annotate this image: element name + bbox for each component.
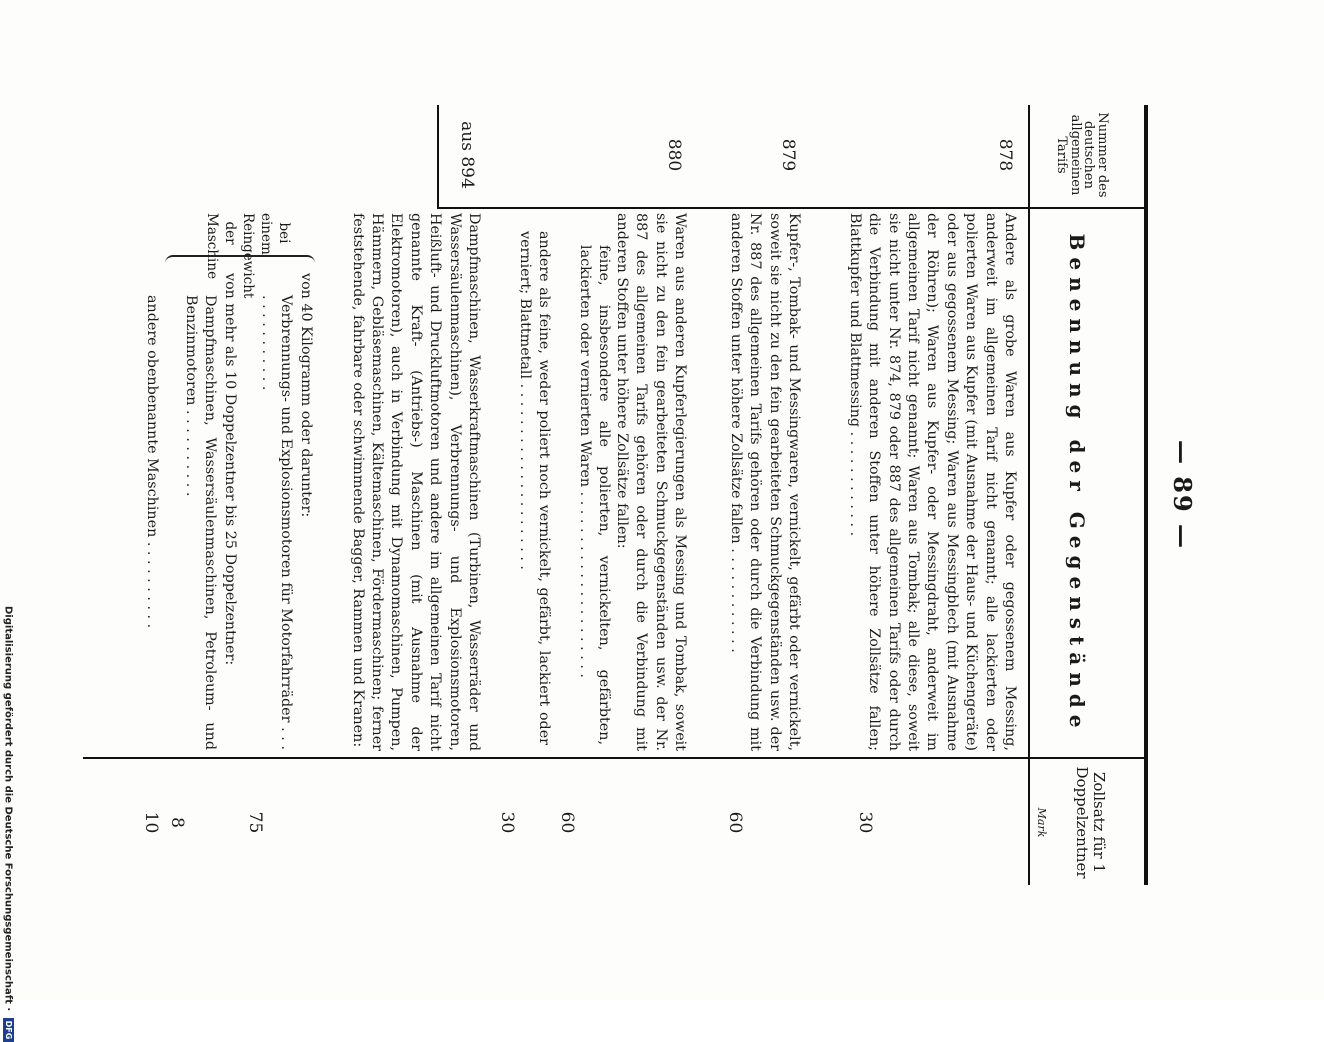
column-header-title: Benennung der Gegenstände — [1065, 233, 1089, 735]
digitization-footer — [0, 606, 14, 1040]
tariff-number-878: 878 — [995, 138, 1015, 172]
rate-894-dampfmaschinen: 8 — [167, 817, 187, 828]
tariff-number-894: aus 894 — [457, 121, 477, 189]
top-rule — [1144, 105, 1148, 885]
item-880-sub-other: andere als feine, weder poliert noch vernickelt, gefärbt, lackiert oder verniert; Blattmetall . . . . . . . . . . . . . . . . . . . . . — [516, 231, 552, 745]
item-description-894: Dampfmaschinen, Wasserkraftmaschinen (Turbinen, Wasserräder und Wassersäulenmaschinen), Verbrennungs- und Explosionsmotoren, Heißluft- und Druckluftmotoren und andere im allgemeinen Tarif nicht genannte Kraft- (Antriebs-) Maschinen (mit Ausnahme der Elektromotoren), auch in Verbindung mit Dynamomaschinen, Pumpen, Hämmern, Gebläsemaschinen, Kältemaschinen, Fördermaschinen; ferner feststehende, fahrbare oder schwimmende Bagger, Rammen und Kranen: — [349, 213, 482, 751]
weight-brace — [165, 255, 315, 267]
tariff-number-879: 879 — [778, 138, 798, 172]
rate-894-motorfahrraeder: 75 — [245, 811, 265, 834]
rotated-tariff-page — [75, 105, 1205, 885]
item-description-879: Kupfer-, Tombak- und Messingwaren, vernickelt, gefärbt oder vernickelt, soweit sie nicht zu den fein gearbeiteten Schmuckgegenständen usw. der Nr. 887 des allgemeinen Tarifs gehören oder durch die Verbindung mit anderen Stoffen unter höhere Zollsätze fallen . . . . . . . . . . . . — [727, 213, 802, 751]
rate-879: 60 — [725, 811, 745, 834]
column-header-unit: Mark — [1035, 807, 1048, 838]
item-description-878: Andere als grobe Waren aus Kupfer oder gegossenem Messing, anderweit im allgemeinen Tarif nicht genannt; alle lackierten oder polierten Waren aus Kupfer (mit Ausnahme der Haus- und Küchengeräte) oder aus gegossenem Messing; Waren aus Messingblech (mit Ausnahme der Röhren); Waren aus Kupfer- oder Messingdraht, anderweit im allgemeinen Tarif nicht genannt; Waren aus Tombak; alle diese, soweit sie nicht unter Nr. 874, 879 oder 887 des allgemeinen Tarifs oder durch die Verbindung mit anderen Stoffen unter höhere Zollsätze fallen; Blattkupfer und Blattmessing . . . . . . . . . . . . — [846, 213, 1018, 751]
column-divider-right — [83, 757, 1148, 759]
rate-880-fine: 60 — [557, 811, 577, 834]
tariff-number-880: 880 — [664, 138, 684, 172]
weight-option-40kg: von 40 Kilogramm oder darunter: — [298, 273, 314, 518]
weight-option-40kg-item: Verbrennungs- und Explosionsmotoren für Motorfahrräder . . . . . . . . . . . . . . — [258, 295, 294, 750]
weight-label: bei einem Reingewicht der Maschine — [204, 213, 292, 299]
rate-878: 30 — [855, 811, 875, 834]
column-divider-left — [438, 207, 1148, 209]
nr-column-bottom-rule — [437, 105, 439, 209]
column-header-number: Nummer des deutschen allgemeinen Tarifs — [1054, 112, 1110, 198]
footer-text: Digitalisierung gefördert durch die Deutsche Forschungsgemeinschaft · — [2, 606, 14, 1012]
column-header-rate: Zollsatz für 1 Doppelzentner — [1072, 766, 1108, 879]
weight-option-10-25dz-item: Dampfmaschinen, Wassersäulenmaschinen, Petroleum- und Benzinmotoren . . . . . . . . . . — [182, 295, 218, 750]
header-bottom-rule — [1028, 105, 1030, 885]
dfg-logo: DFG — [3, 1018, 14, 1042]
rate-894-andere: 10 — [141, 811, 161, 834]
item-880-sub-fine: feine, insbesondere alle polierten, vernickelten, gefärbten, lackierten oder vernierten Waren . . . . . . . . . . . . . . . . . . . . . — [576, 245, 612, 745]
rate-880-other: 30 — [497, 811, 517, 834]
weight-option-10-25dz: von mehr als 10 Doppelzentner bis 25 Doppelzentner: — [222, 273, 238, 666]
weight-option-10-25dz-other: andere obenbenannte Maschinen . . . . . . . . . . — [144, 295, 160, 629]
page-number: — 89 — — [1168, 439, 1197, 551]
item-description-880: Waren aus anderen Kupferlegierungen als Messing und Tombak, soweit sie nicht zu den fein gearbeiteten Schmuckgegenständen usw. der Nr. 887 des allgemeinen Tarifs gehören oder durch die Verbindung mit anderen Stoffen unter höhere Zollsätze fallen: — [613, 213, 688, 751]
